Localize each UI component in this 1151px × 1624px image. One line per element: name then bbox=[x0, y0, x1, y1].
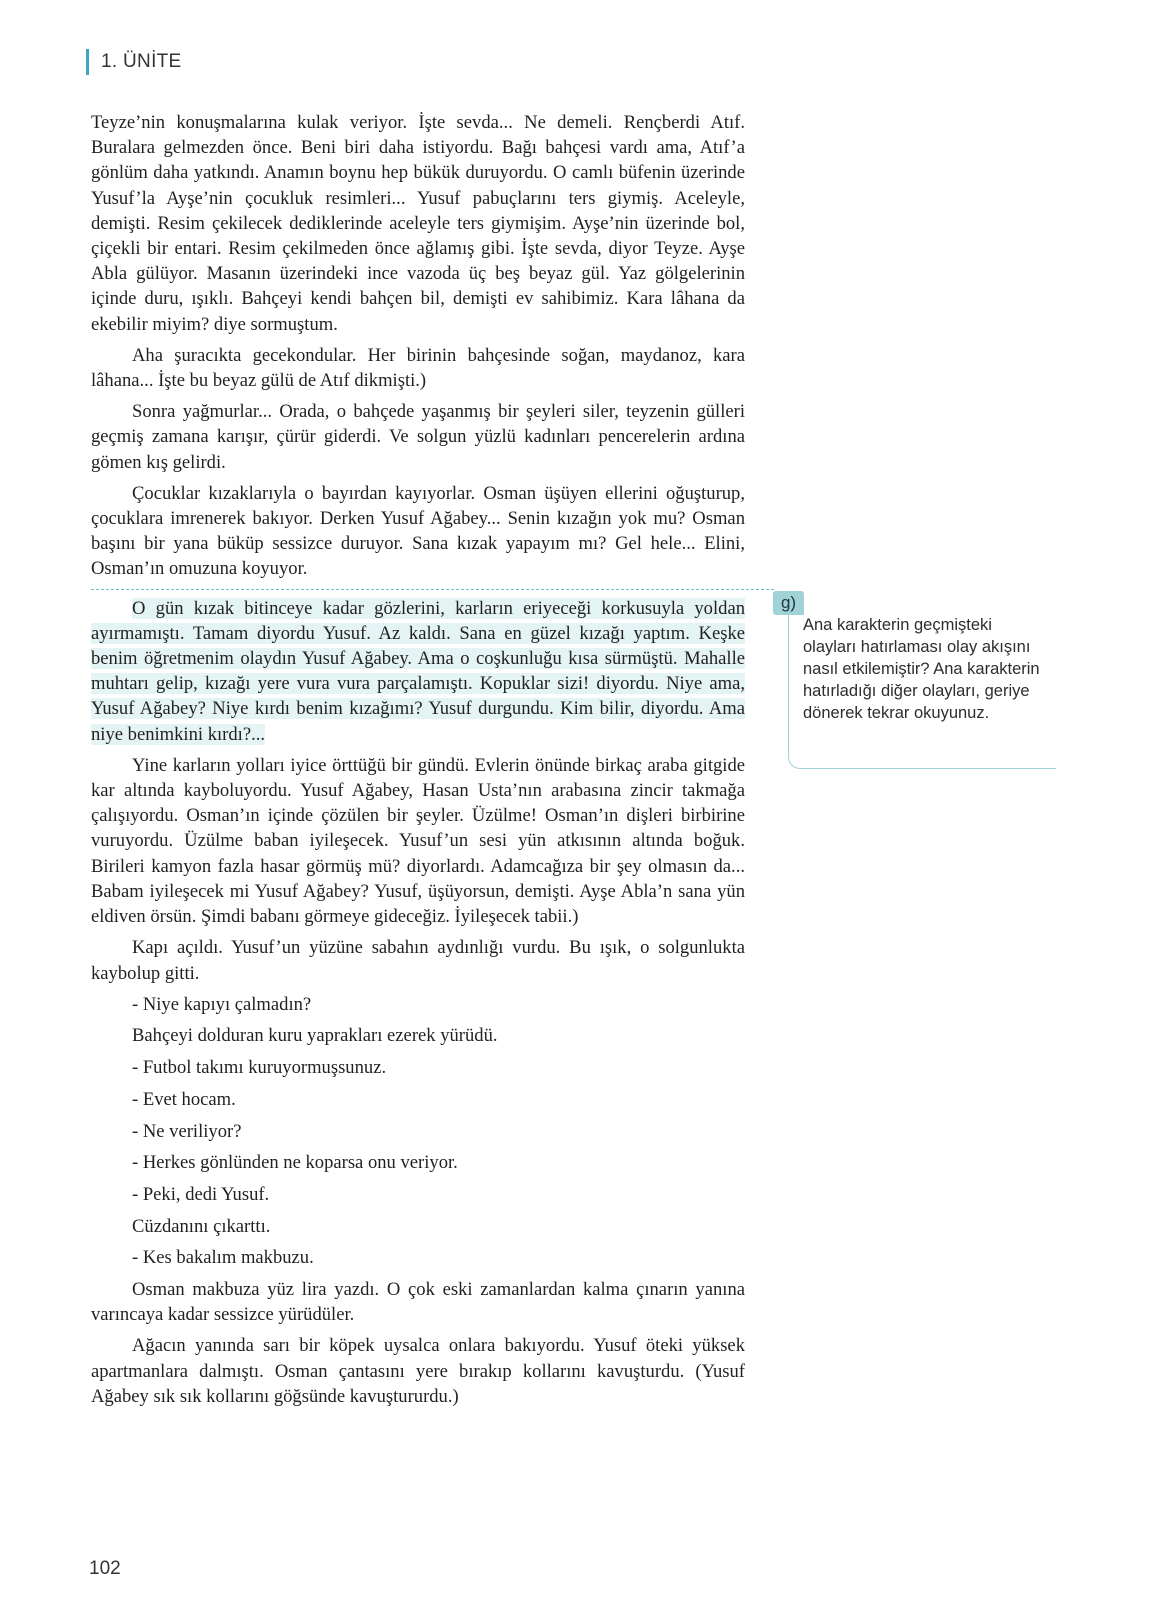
question-tag: g) bbox=[773, 591, 804, 615]
unit-header bbox=[86, 49, 182, 75]
unit-title: 1. ÜNİTE bbox=[101, 51, 182, 72]
paragraph: Osman makbuza yüz lira yazdı. O çok eski zamanlardan kalma çınarın yanına varıncaya kadar sessizce yürüdüler. bbox=[91, 1279, 745, 1326]
side-note-text: Ana karakterin geçmişteki olayları hatırlaması olay akışını nasıl etkilemiştir? Ana karakterin hatırladığı diğer olayları, geriye dönerek tekrar okuyunuz. bbox=[803, 616, 1040, 722]
paragraph: Ağacın yanında sarı bir köpek uysalca onlara bakıyordu. Yusuf öteki yüksek apartmanlara dalmıştı. Osman çantasını yere bırakıp kollarını kavuşturdu. (Yusuf Ağabey sık sık kollarını göğsünde kavuştururdu.) bbox=[91, 1335, 745, 1407]
paragraph: Aha şuracıkta gecekondular. Her birinin bahçesinde soğan, maydanoz, kara lâhana... İşte bu beyaz gülü de Atıf dikmişti.) bbox=[91, 344, 745, 392]
dialogue-line: - Kes bakalım makbuzu. bbox=[132, 1247, 314, 1269]
dialogue-line: - Futbol takımı kuruyormuşsunuz. bbox=[132, 1057, 387, 1079]
dialogue-line: Cüzdanını çıkarttı. bbox=[132, 1215, 271, 1237]
dialogue-line: - Peki, dedi Yusuf. bbox=[132, 1183, 270, 1205]
highlighted-text: O gün kızak bitinceye kadar gözlerini, karların eriyeceği korkusuyla yoldan ayırmamıştı. Tamam diyordu Yusuf. Az kaldı. Sana en güzel kızağı yaptım. Keşke benim öğretmenim olaydın Yusuf Ağabey. Ama o coşkunluğu kısa sürmüştü. Mahalle muhtarı gelip, kızağı yere vura vura parçalamıştı. Kopuklar sizi! diyordu. Niye ama, Yusuf Ağabey? Niye kırdı benim kızağımı? Yusuf durgundu. Kim bilir, diyordu. Ama niye benimkini kırdı?... bbox=[91, 597, 745, 745]
header-accent-bar bbox=[86, 49, 89, 75]
dialogue-line: - Evet hocam. bbox=[132, 1088, 236, 1110]
dialogue-line: - Ne veriliyor? bbox=[132, 1120, 242, 1142]
paragraph: Teyze’nin konuşmalarına kulak veriyor. İşte sevda... Ne demeli. Rençberdi Atıf. Buralara gelmezden önce. Beni biri daha istiyordu. Bağı bahçesi vardı ama, Atıf’a gönlüm daha yatkındı. Anamın boynu hep bükük duruyordu. O camlı büfenin üzerinde Yusuf’la Ayşe’nin çocukluk resimleri... Yusuf pabuçlarını ters giymiş. Aceleyle, demişti. Resim çekilecek dediklerinde aceleyle ters giymişim. Ayşe’nin üzerinde bol, çiçekli bir entari. Resim çekilmeden önce ağlamış gibi. İşte sevda, diyor Teyze. Ayşe Abla gülüyor. Masanın üzerindeki ince vazoda üç beş beyaz gül. Yaz gölgelerinin içinde duru, ışıklı. Bahçeyi kendi bahçen bil, demişti ev sahibimiz. Kara lâhana da ekebilir miyim? diye sormuştum. bbox=[91, 112, 745, 335]
paragraph: Yine karların yolları iyice örttüğü bir gündü. Evlerin önünde birkaç araba gitgide kar altında kayboluyordu. Yusuf Ağabey, Hasan Usta’nın arabasına zincir takmağa çalışıyordu. Osman’ın içinde çözülen bir şeyler. Üzülme! Osman’ın dişleri birbirine vuruyordu. Üzülme baban iyileşecek. Yusuf’un sesi yün atkısının altında boğuk. Birileri kamyon fazla hasar görmüş mü? diyorlardı. Adamcağıza bir şey olmasın da... Babam iyileşecek mi Yusuf Ağabey? Yusuf, üşüyorsun, demişti. Ayşe Abla’n sana yün eldiven örsün. Şimdi babanı görmeye gideceğiz. İyileşecek tabii.) bbox=[91, 754, 745, 928]
highlighted-paragraph bbox=[91, 596, 745, 747]
paragraph: Kapı açıldı. Yusuf’un yüzüne sabahın aydınlığı vurdu. Bu ışık, o solgunlukta kaybolup gitti. bbox=[91, 937, 745, 984]
dialogue-line: - Niye kapıyı çalmadın? bbox=[132, 993, 312, 1015]
dialogue-line: - Herkes gönlünden ne koparsa onu veriyor. bbox=[132, 1152, 458, 1174]
dashed-connector-line bbox=[91, 589, 774, 590]
paragraph: Çocuklar kızaklarıyla o bayırdan kayıyorlar. Osman üşüyen ellerini oğuşturup, çocuklara imrenerek bakıyor. Derken Yusuf Ağabey... Senin kızağın yok mu? Osman başını bir yana büküp sessizce duruyor. Sana kızak yapayım mı? Gel hele... Elini, Osman’ın omuzuna koyuyor. bbox=[91, 482, 745, 580]
page-number: 102 bbox=[89, 1558, 121, 1579]
dialogue-line: Bahçeyi dolduran kuru yaprakları ezerek yürüdü. bbox=[132, 1025, 498, 1047]
paragraph: Sonra yağmurlar... Orada, o bahçede yaşanmış bir şeyleri siler, teyzenin gülleri geçmiş zamana karışır, çürür giderdi. Ve solgun yüzlü kadınları pencerelerin ardına gömen kış gelirdi. bbox=[91, 401, 745, 473]
story-text bbox=[91, 110, 745, 1415]
